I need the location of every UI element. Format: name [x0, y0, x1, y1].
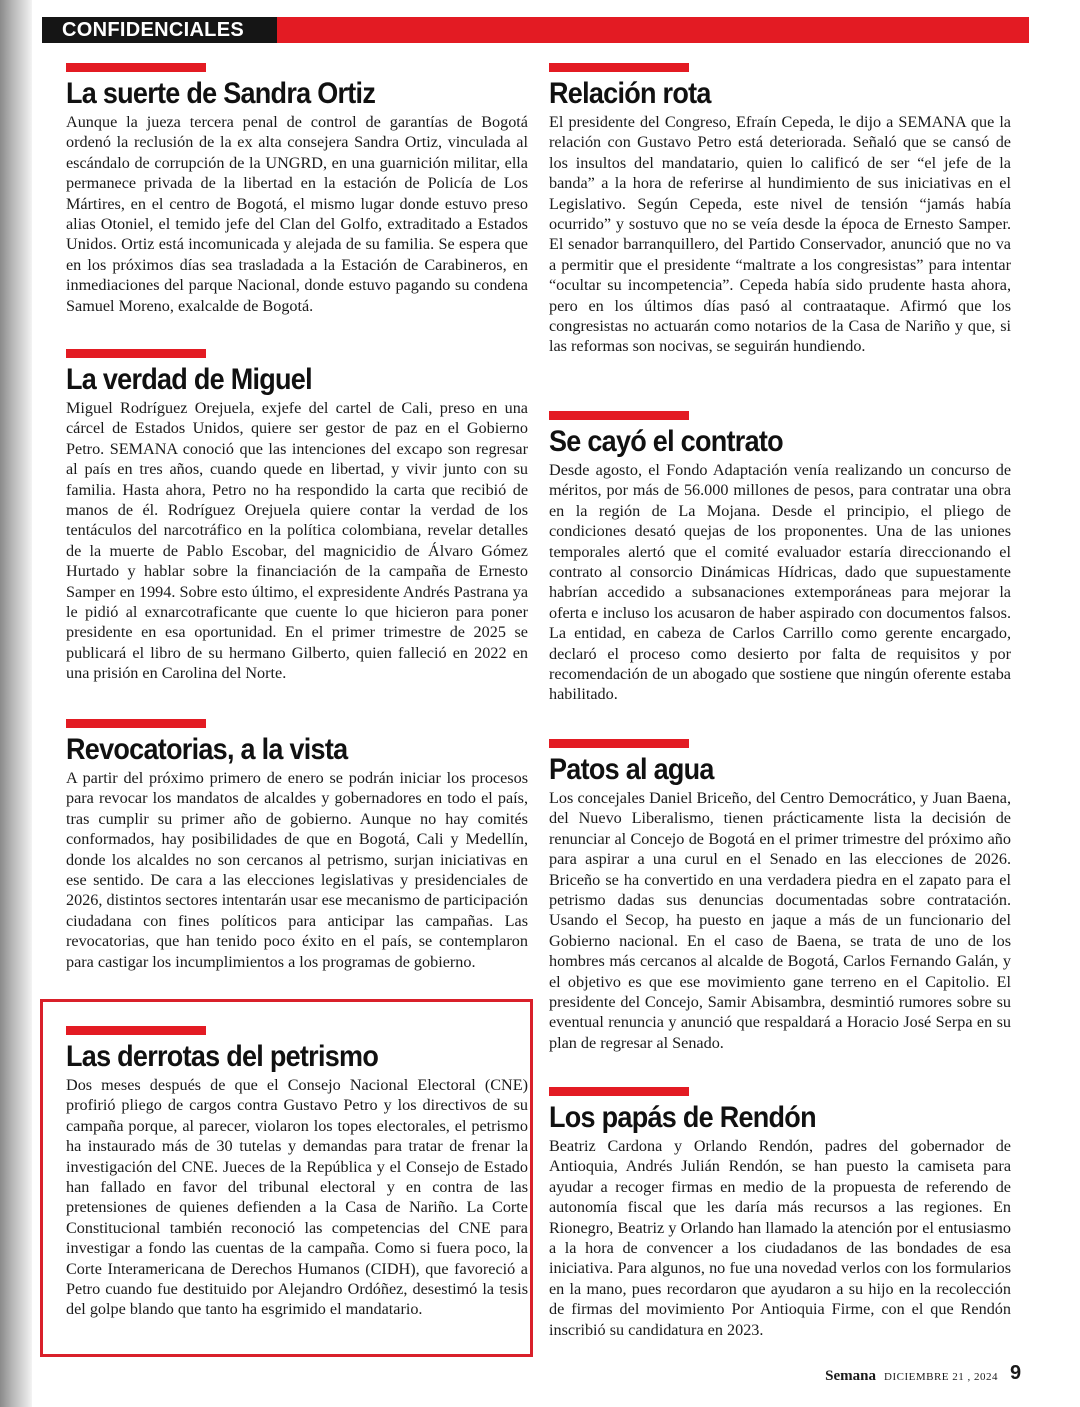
article-body: Miguel Rodríguez Orejuela, exjefe del cartel de Cali, preso en una cárcel de Estados Unidos, quiere ser gestor de paz en el Gobierno Petro. SEMANA conoció que las intenciones del excapo son regresar al país en tres años, cuando quede en libertad, y vivir junto con su familia. Hasta ahora, Petro no ha respondido la carta que recibió de manos de él. Rodríguez Orejuela quiere contar la verdad de los tentáculos del narcotráfico en la política colombiana, revelar detalles de la muerte de Pablo Escobar, del magnicidio de Álvaro Gómez Hurtado y hablar sobre la financiación de la campaña de Ernesto Samper en 1994. Sobre esto último, el expresidente Andrés Pastrana ya le pidió al exnarcotraficante que cuente lo que hicieron para poner presidente en esa oportunidad. En el primer trimestre de 2025 se publicará el libro de su hermano Gilberto, quien falleció en 2022 en una prisión en Carolina del Norte. [66, 399, 528, 683]
article-relacion-rota [549, 63, 1011, 357]
article-papas-rendon [549, 1087, 1011, 1340]
article-body: Dos meses después de que el Consejo Nacional Electoral (CNE) profirió pliego de cargos contra Gustavo Petro y los directivos de su campaña porque, al parecer, violaron los topes electorales, el petrismo ha instaurado más de 30 tutelas y demandas para tratar de frenar la investigación del CNE. Jueces de la República y el Consejo de Estado han fallado en favor del tribunal electoral y en contra de las pretensiones de quienes defienden a la Casa de Nariño. La Corte Constitucional también reconoció las competencias del CNE para investigar a fondo las cuentas de la campaña. Como si fuera poco, la Corte Interamericana de Derechos Humanos (CIDH), que favoreció a Petro cuando fue destituido por Alejandro Ordóñez, desestimó la tesis del golpe blando que tanto ha esgrimido el mandatario. [66, 1076, 528, 1319]
article-accent-rule [549, 739, 689, 748]
article-title: Se cayó el contrato [549, 425, 783, 458]
article-body: Aunque la jueza tercera penal de control de garantías de Bogotá ordenó la reclusión de la ex alta consejera Sandra Ortiz, vinculada al escándalo de corrupción de la UNGRD, en una guarnición militar, ella permanece privada de la libertad en la estación de Policía de Los Mártires, en el centro de Bogotá, el mismo lugar donde estuvo preso alias Otoniel, el temido jefe del Clan del Golfo, extraditado a Estados Unidos. Ortiz está incomunicada y alejada de su familia. Se espera que en los próximos días sea trasladada a la Estación de Carabineros, en inmediaciones del parque Nacional, donde estuvo pagando su condena Samuel Moreno, exalcalde de Bogotá. [66, 113, 528, 315]
section-label: CONFIDENCIALES [42, 17, 277, 43]
article-accent-rule [66, 349, 206, 358]
article-body: Desde agosto, el Fondo Adaptación venía realizando un concurso de méritos, por más de 56.000 millones de pesos, para contratar una obra en la región de La Mojana. Desde el principio, el pliego de condiciones desató quejas de los proponentes. Una de las uniones temporales alertó que el comité evaluador estaría direccionando el contrato al consorcio Dinámicas Hídricas, dado que supuestamente habrían accedido a subsanaciones extemporáneas para mejorar la oferta e incluso los acusaron de haber aspirado con documentos falsos. La entidad, en cabeza de Carlos Carrillo como gerente encargado, declaró el proceso como desierto por falta de requisitos y por recomendación de un abogado que sostiene que ningún oferente estaba habilitado. [549, 461, 1011, 704]
article-title: Las derrotas del petrismo [66, 1040, 379, 1073]
article-body: El presidente del Congreso, Efraín Cepeda, le dijo a SEMANA que la relación con Gustavo Petro está deteriorada. Señaló que se cansó de los insultos del mandatario, quien lo calificó de ser “el jefe de la banda” a la hora de referirse al hundimiento de sus iniciativas en el Legislativo. Según Cepeda, este nivel de tensión “jamás había ocurrido” y sostuvo que no se veía desde la época de Ernesto Samper. El senador barranquillero, del Partido Conservador, anunció que no va a permitir que el presidente “maltrate a los congresistas” para intentar “ocultar su incompetencia”. Cepeda había sido prudente hasta ahora, pero en los últimos días pasó al contraataque. Afirmó que los congresistas no actuarán como notarios de la Casa de Nariño y que, si las reformas son nocivas, se seguirán hundiendo. [549, 113, 1011, 356]
issue-date: DICIEMBRE 21 , 2024 [884, 1371, 998, 1383]
article-body: Los concejales Daniel Briceño, del Centro Democrático, y Juan Baena, del Nuevo Liberalismo, tienen prácticamente lista la decisión de renunciar al Concejo de Bogotá en el primer trimestre del próximo año para aspirar a una curul en el Senado en las elecciones de 2026. Briceño se ha convertido en una verdadera piedra en el zapato para el petrismo dadas sus denuncias documentadas sobre contratación. Usando el Secop, ha puesto en jaque a más de un funcionario del Gobierno nacional. En el caso de Baena, se trata de uno de los hombres más cercanos al alcalde de Bogotá, Carlos Fernando Galán, y el objetivo es que ese movimiento gane terreno en el Capitolio. El presidente del Concejo, Samir Abisambra, desmintió rumores sobre su eventual renuncia y anunció que respaldará a Horacio José Serpa en su plan de regresar al Senado. [549, 789, 1011, 1052]
page-fold-shadow [0, 0, 32, 1407]
article-patos-al-agua [549, 739, 1011, 1053]
article-verdad-miguel [66, 349, 528, 684]
article-title: La suerte de Sandra Ortiz [66, 77, 376, 110]
highlight-annotation-box [40, 999, 533, 1357]
article-body: A partir del próximo primero de enero se podrán iniciar los procesos para revocar los mandatos de alcaldes y gobernadores en todo el país, tras cumplir su primer año de gobierno. Aunque no hay comités conformados, hay posibilidades de que en Bogotá, Cali y Medellín, donde los alcaldes no son cercanos al petrismo, surjan iniciativas en ese sentido. De cara a las elecciones legislativas y presidenciales de 2026, distintos sectores intentarán usar ese mecanismo de participación ciudadana con fines políticos para anticipar las campañas. Las revocatorias, que han tenido poco éxito en el país, se contemplaron para castigar los incumplimientos a los programas de gobierno. [66, 769, 528, 971]
article-accent-rule [66, 63, 206, 72]
article-accent-rule [549, 63, 689, 72]
article-body: Beatriz Cardona y Orlando Rendón, padres del gobernador de Antioquia, Andrés Julián Rendón, se han puesto la camiseta para ayudar a recoger firmas en medio de la propuesta de referendo de autonomía fiscal que les daría más recursos a las regiones. En Rionegro, Beatriz y Orlando han llamado la atención por el entusiasmo a la hora de convencer a los ciudadanos de las bondades de esa iniciativa. Para algunos, no fue una novedad verlos con los formularios en la mano, pues recordaron que ayudaron a su hijo en la recolección de firmas del movimiento Por Antioquia Firme, con el que Rendón inscribió su candidatura en 2023. [549, 1137, 1011, 1339]
article-accent-rule [66, 719, 206, 728]
section-header-bar [42, 17, 1029, 43]
article-title: La verdad de Miguel [66, 363, 312, 396]
article-se-cayo-contrato [549, 411, 1011, 705]
magazine-name: Semana [825, 1368, 876, 1384]
article-title: Relación rota [549, 77, 711, 110]
article-accent-rule [549, 1087, 689, 1096]
article-title: Los papás de Rendón [549, 1101, 816, 1134]
article-sandra-ortiz [66, 63, 528, 316]
page-number: 9 [1010, 1362, 1022, 1384]
article-title: Patos al agua [549, 753, 714, 786]
article-revocatorias [66, 719, 528, 972]
page-footer [825, 1362, 1022, 1385]
article-accent-rule [549, 411, 689, 420]
article-title: Revocatorias, a la vista [66, 733, 348, 766]
